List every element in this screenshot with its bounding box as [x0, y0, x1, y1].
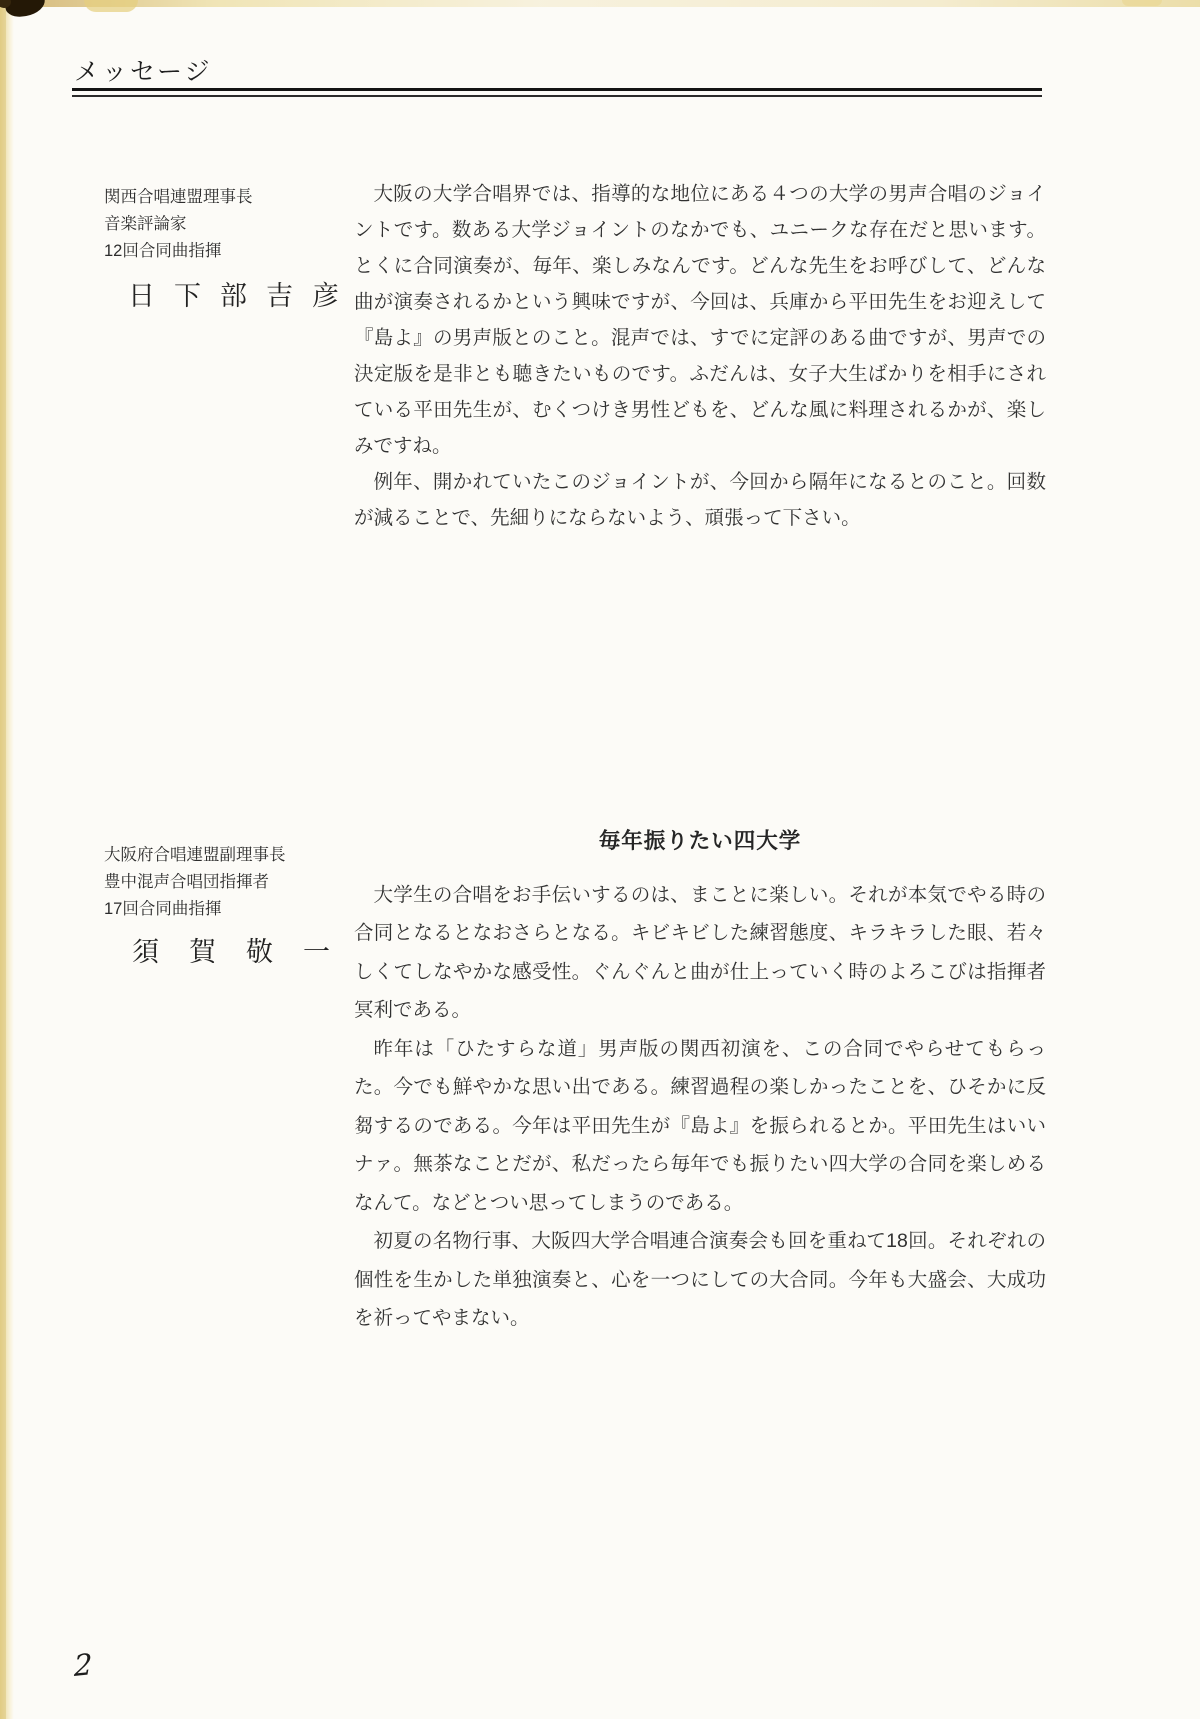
author-titles — [104, 842, 286, 923]
message-body — [354, 176, 1046, 536]
message-paragraph: 大阪の大学合唱界では、指導的な地位にある４つの大学の男声合唱のジョイントです。数ある大学ジョイントのなかでも、ユニークな存在だと思います。とくに合同演奏が、毎年、楽しみなんです。どんな先生をお呼びして、どんな曲が演奏されるかという興味ですが、今回は、兵庫から平田先生をお迎えして『島よ』の男声版とのこと。混声では、すでに定評のある曲ですが、男声での決定版を是非とも聴きたいものです。ふだんは、女子大生ばかりを相手にされている平田先生が、むくつけき男性どもを、どんな風に料理されるかが、楽しみですね。 — [354, 183, 1046, 457]
scan-top-smear — [84, 0, 138, 12]
message-paragraph: 昨年は「ひたすらな道」男声版の関西初演を、この合同でやらせてもらった。今でも鮮やかな思い出である。練習過程の楽しかったことを、ひそかに反芻するのである。今年は平田先生が『島よ』を振られるとか。平田先生はいいナァ。無茶なことだが、私だったら毎年でも振りたい四大学の合同を楽しめるなんて。などとつい思ってしまうのである。 — [354, 1037, 1046, 1214]
author-title-line: 17回合同曲指揮 — [104, 900, 222, 918]
author-name: 日下部吉彦 — [128, 281, 358, 311]
author-title-line: 豊中混声合唱団指揮者 — [104, 873, 269, 891]
message-heading: 毎年振りたい四大学 — [598, 829, 802, 853]
author-titles — [104, 184, 253, 265]
scan-top-smear-right — [1122, 0, 1162, 6]
author-title-line: 音楽評論家 — [104, 215, 187, 233]
message-paragraph: 初夏の名物行事、大阪四大学合唱連合演奏会も回を重ねて18回。それぞれの個性を生かした単独演奏と、心を一つにしての大合同。今年も大盛会、大成功を祈ってやまない。 — [354, 1230, 1046, 1329]
message-paragraph: 例年、開かれていたこのジョイントが、今回から隔年になるとのこと。回数が減ることで、先細りにならないよう、頑張って下さい。 — [354, 471, 1046, 529]
scan-edge-top — [0, 0, 1200, 7]
author-title-line: 大阪府合唱連盟副理事長 — [104, 846, 286, 864]
message-paragraph: 大学生の合唱をお手伝いするのは、まことに楽しい。それが本気でやる時の合同となるとなおさらとなる。キビキビした練習態度、キラキラした眼、若々しくてしなやかな感受性。ぐんぐんと曲が仕上っていく時のよろこびは指揮者冥利である。 — [354, 883, 1046, 1021]
author-title-line: 12回合同曲指揮 — [104, 242, 222, 260]
scan-edge-left-inner — [0, 0, 6, 1719]
author-name: 須賀敬一 — [132, 937, 360, 967]
message-body — [354, 822, 1046, 1338]
page-title: メッセージ — [74, 58, 213, 86]
header-double-rule — [72, 88, 1042, 97]
author-title-line: 関西合唱連盟理事長 — [104, 188, 253, 206]
page-number: 2 — [74, 1646, 93, 1684]
